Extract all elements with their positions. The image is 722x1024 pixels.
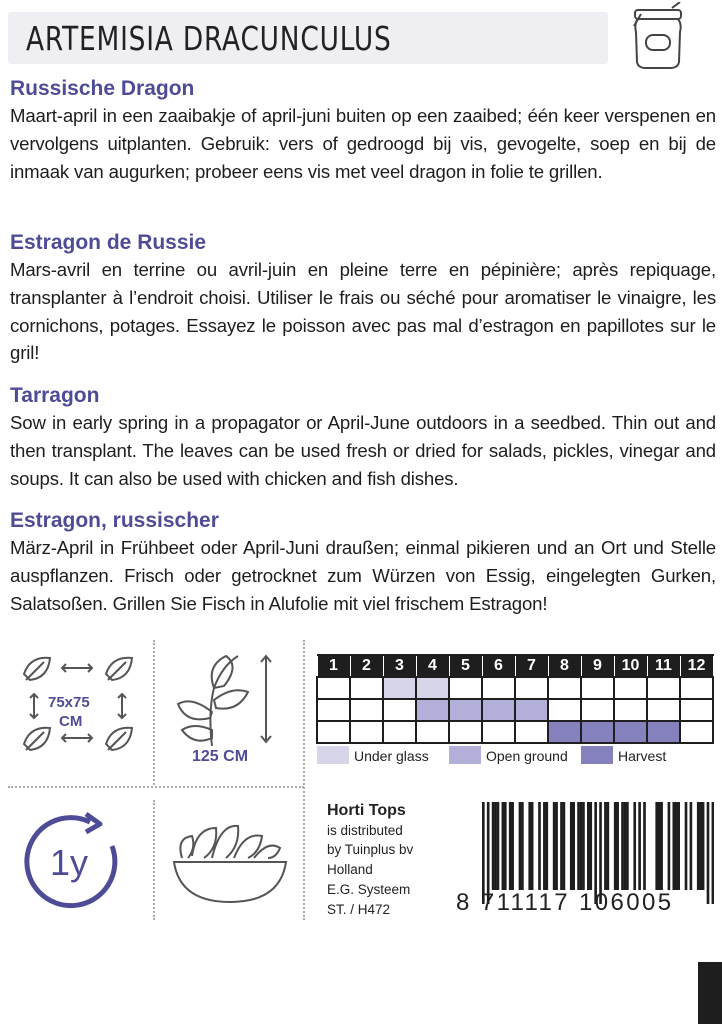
barcode-bar [638,802,641,890]
section-german [10,508,716,617]
barcode-bar [497,802,500,890]
calendar-cell [416,699,449,721]
divider [153,800,155,920]
month-header: 8 [548,655,581,677]
calendar-cell [548,699,581,721]
month-header: 7 [515,655,548,677]
barcode-bar [543,802,546,890]
barcode-bar [614,802,617,890]
calendar-cell [449,677,482,699]
calendar-cell [614,721,647,743]
calendar-cell [581,677,614,699]
calendar-cell [416,677,449,699]
barcode-bar [660,802,663,890]
barcode-bar [528,802,531,890]
barcode-bar [502,802,505,890]
barcode-bar [563,802,566,890]
calendar-cell [680,721,713,743]
calendar-cell [548,677,581,699]
calendar-cell [614,699,647,721]
barcode-bar [570,802,573,890]
section-title: Russische Dragon [10,77,195,100]
calendar-row-open-ground [317,699,713,721]
legend-label: Harvest [618,748,667,764]
section-body: Maart-april in een zaaibakje of april-juni buiten op een zaaibed; één keer verspenen en vervolgens uitplanten. Gebruik: vers of gedroogd bij vis, gevogelte, soep en bij de inmaak van augurken; probeer eens vis met veel dragon in folie te grillen. [10,105,716,182]
barcode-bar [577,802,580,890]
barcode-bar [699,802,702,890]
distributor-line: E.G. Systeem [327,881,411,897]
calendar-cell [647,677,680,699]
distributor-line: ST. / H472 [327,901,391,917]
calendar-cell [350,677,383,699]
calendar-cell [383,677,416,699]
barcode-bar [690,802,693,890]
divider [8,786,304,788]
section-french [10,230,716,367]
edge-tab [698,962,722,1024]
calendar-cell [515,699,548,721]
barcode-bar [604,802,607,890]
barcode-bar [553,802,556,890]
spacing-label: 75x75 [48,694,90,711]
sowing-calendar [316,654,714,744]
barcode-bar [621,802,624,890]
salad-bowl-icon [172,818,288,904]
seed-jar-icon [628,2,688,70]
month-header: 3 [383,655,416,677]
month-header: 5 [449,655,482,677]
calendar-cell [647,721,680,743]
barcode-bar [616,802,619,890]
barcode-bar [511,802,514,890]
barcode-bar [677,802,680,890]
barcode-bar [672,802,675,890]
barcode-bar [509,802,512,890]
barcode-bar [519,802,522,890]
calendar-cell [317,699,350,721]
calendar-cell [482,721,515,743]
calendar-cell [482,677,515,699]
section-body: März-April in Frühbeet oder April-Juni draußen; einmal pikieren und an Ort und Stelle auspflanzen. Frisch oder getrocknet zum Würzen von Essig, eingelegten Gurken, Salatsoßen. Grillen Sie Fisch in Alufolie mit viel frischem Estragon! [10,537,716,614]
distributor-info [327,801,413,919]
barcode-bar [675,802,678,890]
barcode-bar [702,802,705,890]
barcode-bar [626,802,629,890]
barcode-bar [668,802,671,890]
calendar-cell [614,677,647,699]
barcode-bar [582,802,585,890]
month-header: 12 [680,655,713,677]
plant-spacing-icon [18,652,138,772]
legend-label: Open ground [486,748,568,764]
spacing-unit: CM [59,713,83,730]
calendar-cell [383,699,416,721]
legend-swatch [317,746,349,764]
height-label: 125 CM [192,748,249,765]
calendar-cell [449,721,482,743]
calendar-cell [317,721,350,743]
section-title: Tarragon [10,384,100,407]
calendar-cell [317,677,350,699]
calendar-cell [515,677,548,699]
month-header: 6 [482,655,515,677]
legend-label: Under glass [354,748,429,764]
distributor-line: by Tuinplus bv [327,842,414,858]
barcode-bar [643,802,646,890]
calendar-cell [449,699,482,721]
barcode-bar [504,802,507,890]
calendar-cell [680,677,713,699]
calendar-cell [416,721,449,743]
month-header: 2 [350,655,383,677]
section-title: Estragon, russischer [10,509,219,532]
plant-height-icon [172,652,282,748]
section-body: Mars-avril en terrine ou avril-juin en pleine terre en pépinière; après repiquage, transplanter à l’endroit choisi. Utiliser le frais ou séché pour aromatiser le vinaigre, les cornichons, potages. Essayez le poisson avec pas mal d’estragon en papillotes sur le gril! [10,259,716,364]
barcode-bar [538,802,541,890]
month-header: 9 [581,655,614,677]
calendar-row-under-glass [317,677,713,699]
barcode-bar [587,802,590,890]
calendar-cell [680,699,713,721]
divider [303,640,305,920]
calendar-cell [647,699,680,721]
barcode-bar [655,802,658,890]
latin-name: ARTEMISIA DRACUNCULUS [26,19,392,58]
barcode-bar [492,802,495,890]
barcode-bar [633,802,636,890]
month-header: 10 [614,655,647,677]
calendar-cell [350,699,383,721]
calendar-row-harvest [317,721,713,743]
distributor-line: Holland [327,862,373,878]
legend-swatch [581,746,613,764]
section-title: Estragon de Russie [10,231,207,254]
divider [153,640,155,785]
barcode-bar [707,802,710,904]
month-header: 4 [416,655,449,677]
month-header: 1 [317,655,350,677]
barcode-bar [494,802,497,890]
section-dutch [10,76,716,185]
calendar-cell [350,721,383,743]
calendar-cell [581,699,614,721]
calendar-cell [515,721,548,743]
barcode-number: 8 711117 106005 [456,889,674,916]
section-body: Sow in early spring in a propagator or April-June outdoors in a seedbed. Thin out and then transplant. The leaves can be used fresh or dried for salads, pickles, vinegar and soups. It can also be used with chicken and fish dishes. [10,412,716,489]
barcode-bar [624,802,627,890]
distributor-name: Horti Tops [327,802,406,819]
barcode-bar [580,802,583,890]
barcode-bar [685,802,688,890]
barcode-bar [607,802,610,890]
barcode-bar [658,802,661,890]
calendar-cell [548,721,581,743]
title-banner [8,12,608,64]
barcode-bar [545,802,548,890]
barcode-bar [589,802,592,890]
barcode-bar [697,802,700,890]
barcode-bar [572,802,575,890]
calendar-cell [482,699,515,721]
barcode-bar [712,802,714,904]
barcode-bar [555,802,558,890]
section-english [10,383,716,492]
calendar-cell [383,721,416,743]
legend-swatch [449,746,481,764]
calendar-cell [581,721,614,743]
lifecycle-label: 1y [50,842,89,883]
month-header: 11 [647,655,680,677]
distributor-line: is distributed [327,822,403,838]
barcode-bar [521,802,524,890]
barcode-bar [531,802,534,890]
barcode-bar [560,802,563,890]
